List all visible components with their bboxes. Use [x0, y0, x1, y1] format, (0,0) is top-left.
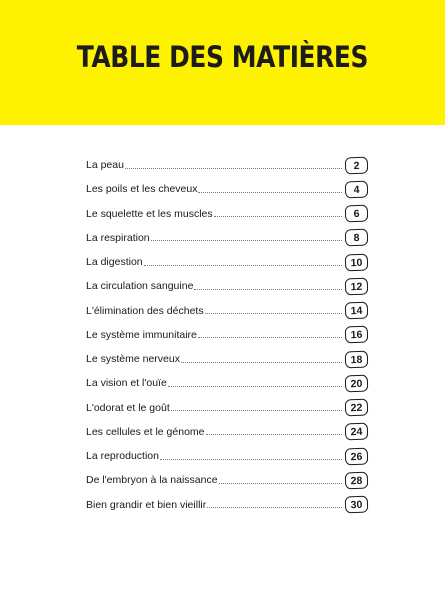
dot-leader	[160, 459, 342, 460]
toc-entry-label: L'élimination des déchets	[86, 304, 204, 317]
toc-entry[interactable]	[86, 226, 368, 250]
toc-entry-label: Les cellules et le génome	[86, 425, 205, 438]
dot-leader	[168, 386, 342, 387]
page-number-badge: 20	[345, 374, 369, 392]
toc-entry[interactable]	[86, 202, 368, 226]
table-of-contents	[86, 153, 368, 517]
dot-leader	[207, 507, 342, 508]
page-number-badge: 10	[345, 253, 369, 271]
toc-entry[interactable]	[86, 153, 368, 177]
page-number-badge: 4	[345, 180, 369, 198]
toc-entry[interactable]	[86, 347, 368, 371]
title-banner	[0, 0, 445, 125]
toc-entry[interactable]	[86, 299, 368, 323]
toc-entry[interactable]	[86, 468, 368, 492]
toc-entry-label: Le système nerveux	[86, 353, 180, 366]
toc-entry[interactable]	[86, 323, 368, 347]
toc-entry[interactable]	[86, 493, 368, 517]
page-number-badge: 12	[345, 277, 369, 295]
page-number-badge: 26	[345, 447, 369, 465]
toc-entry-label: La peau	[86, 159, 124, 172]
toc-entry-label: La vision et l'ouïe	[86, 377, 167, 390]
toc-entry-label: Le squelette et les muscles	[86, 207, 213, 220]
toc-entry[interactable]	[86, 250, 368, 274]
toc-entry-label: Bien grandir et bien vieillir	[86, 498, 207, 511]
toc-entry[interactable]	[86, 396, 368, 420]
toc-entry[interactable]	[86, 420, 368, 444]
page-number-badge: 22	[345, 399, 369, 417]
toc-entry-label: De l'embryon à la naissance	[86, 474, 218, 487]
page-number-badge: 28	[345, 471, 369, 489]
page-number-badge: 8	[345, 229, 369, 247]
dot-leader	[144, 265, 342, 266]
page-number-badge: 6	[345, 205, 369, 223]
toc-entry-label: La digestion	[86, 256, 143, 269]
dot-leader	[125, 168, 342, 169]
dot-leader	[205, 313, 342, 314]
dot-leader	[181, 362, 342, 363]
dot-leader	[219, 483, 342, 484]
toc-entry[interactable]	[86, 274, 368, 298]
toc-entry[interactable]	[86, 371, 368, 395]
toc-entry-label: Le système immunitaire	[86, 328, 197, 341]
dot-leader	[206, 434, 343, 435]
page-number-badge: 18	[345, 350, 369, 368]
toc-entry[interactable]	[86, 177, 368, 201]
dot-leader	[198, 192, 342, 193]
toc-entry-label: La respiration	[86, 231, 150, 244]
toc-entry-label: Les poils et les cheveux	[86, 183, 198, 196]
page-number-badge: 30	[345, 496, 369, 514]
toc-entry-label: L'odorat et le goût	[86, 401, 170, 414]
page-number-badge: 24	[345, 423, 369, 441]
dot-leader	[194, 289, 342, 290]
page-number-badge: 14	[345, 302, 369, 320]
dot-leader	[151, 240, 342, 241]
dot-leader	[214, 216, 342, 217]
toc-entry[interactable]	[86, 444, 368, 468]
page-number-badge: 2	[345, 156, 369, 174]
page-number-badge: 16	[345, 326, 369, 344]
toc-entry-label: La circulation sanguine	[86, 280, 194, 293]
dot-leader	[171, 410, 342, 411]
page-title: TABLE DES MATIÈRES	[76, 39, 369, 74]
dot-leader	[198, 337, 342, 338]
toc-entry-label: La reproduction	[86, 450, 159, 463]
